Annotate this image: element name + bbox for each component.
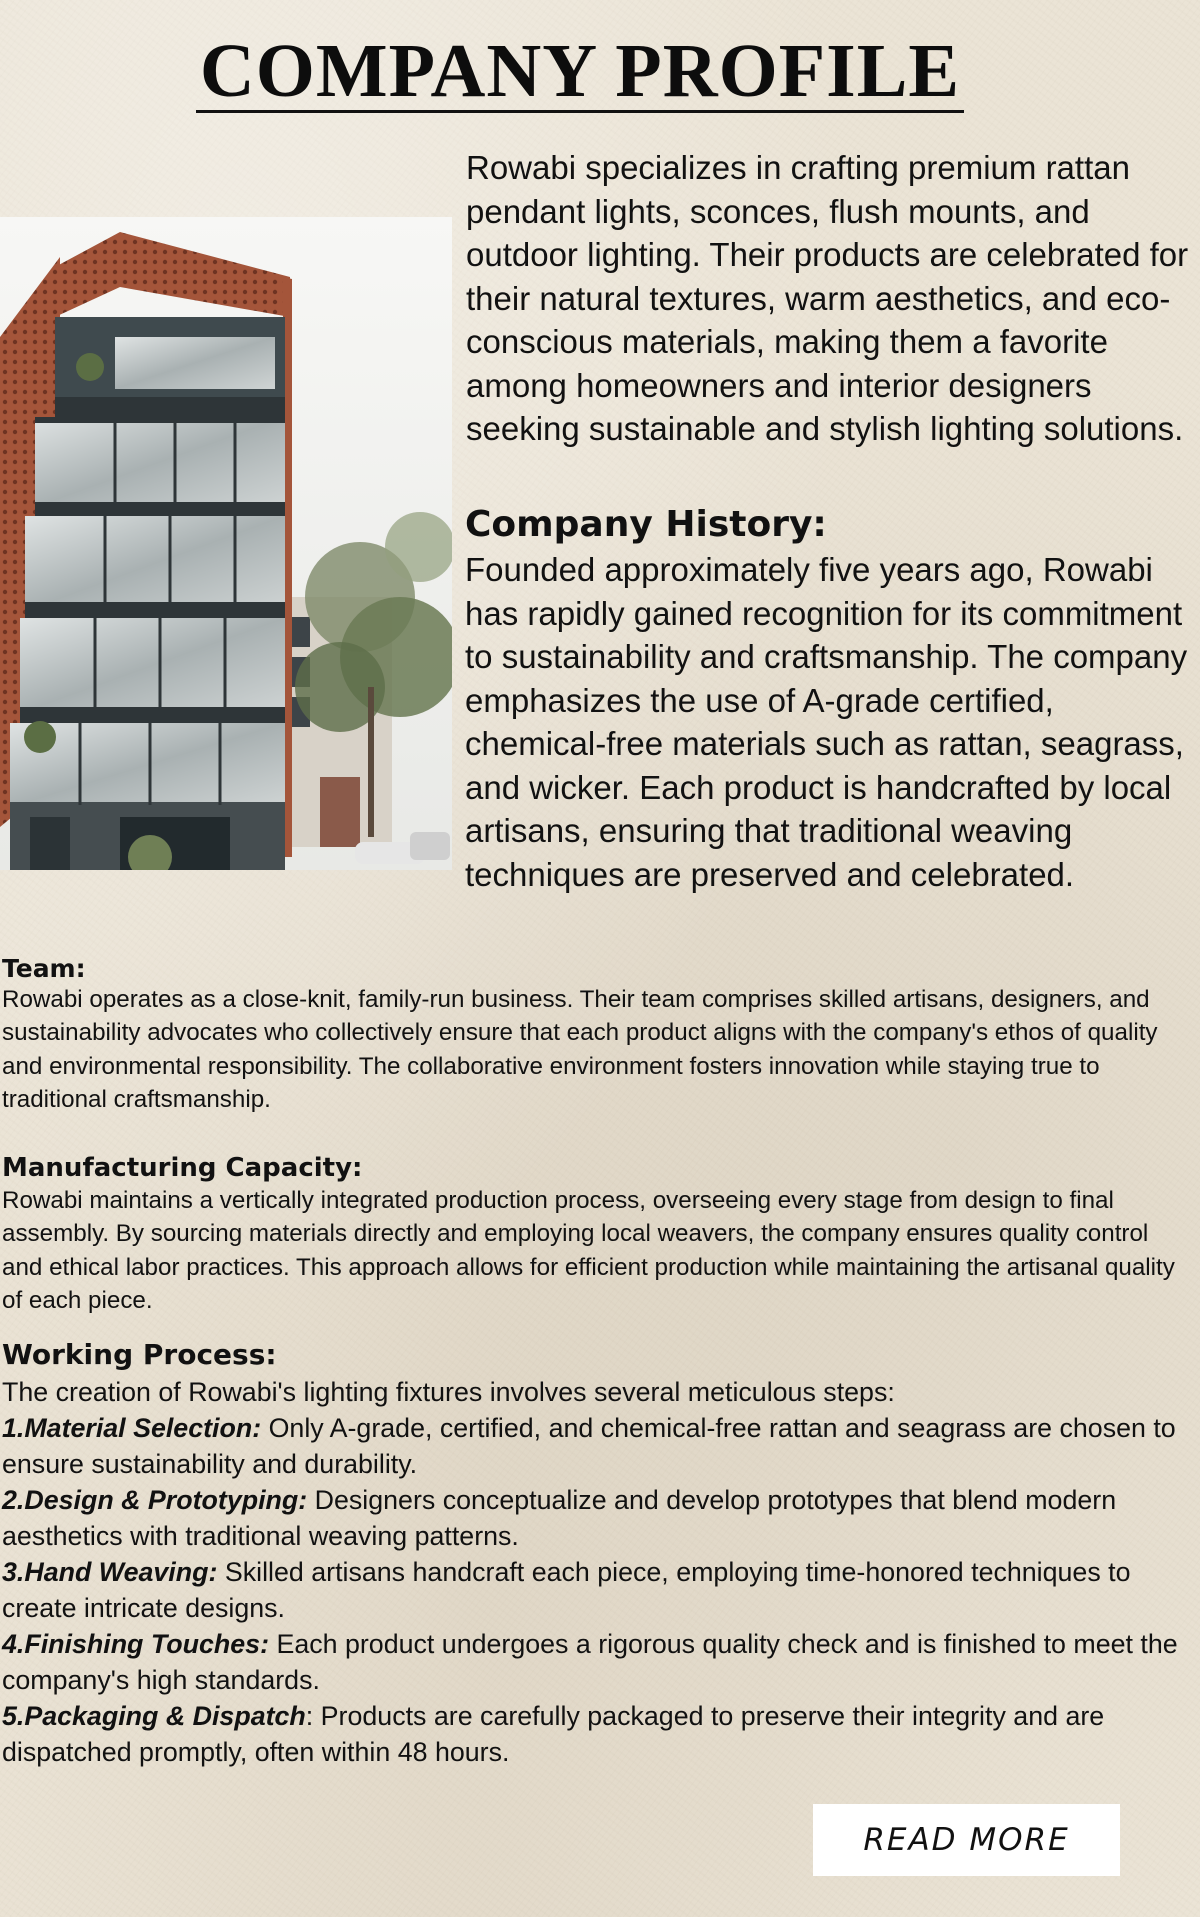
process-step-text: : Products are carefully packaged to preserve their integrity and are dispatched promptly, often within 48 hours. (2, 1701, 1105, 1767)
process-step-title: 4.Finishing Touches: (2, 1629, 269, 1659)
working-process-heading: Working Process: (2, 1338, 277, 1371)
process-step-title: 2.Design & Prototyping: (2, 1485, 308, 1515)
team-heading: Team: (2, 954, 86, 983)
process-step-text: Each product undergoes a rigorous quality check and is finished to meet the company's high standards. (2, 1629, 1178, 1695)
manufacturing-heading: Manufacturing Capacity: (2, 1153, 363, 1183)
process-step (2, 1626, 1197, 1698)
process-step-title: 5.Packaging & Dispatch (2, 1701, 306, 1731)
page-title (0, 28, 1160, 114)
process-step-title: 3.Hand Weaving: (2, 1557, 218, 1587)
process-step (2, 1410, 1197, 1482)
process-step (2, 1554, 1197, 1626)
page-title-text: COMPANY PROFILE (196, 32, 964, 113)
read-more-button[interactable]: READ MORE (813, 1804, 1120, 1876)
building-photo (0, 217, 452, 870)
manufacturing-text: Rowabi maintains a vertically integrated production process, overseeing every stage from design to final assembly. By sourcing materials directly and employing local weavers, the company ensures quality control and ethical labor practices. This approach allows for efficient production while maintaining the artisanal quality of each piece. (2, 1187, 1175, 1314)
process-step-text: Designers conceptualize and develop prototypes that blend modern aesthetics with traditional weaving patterns. (2, 1485, 1117, 1551)
process-step-text: Skilled artisans handcraft each piece, employing time-honored techniques to create intricate designs. (2, 1557, 1131, 1623)
process-step (2, 1698, 1197, 1770)
company-history-text: Founded approximately five years ago, Rowabi has rapidly gained recognition for its commitment to sustainability and craftsmanship. The company emphasizes the use of A-grade certified, chemical-free materials such as rattan, seagrass, and wicker. Each product is handcrafted by local artisans, ensuring that traditional weaving techniques are preserved and celebrated. (465, 551, 1188, 893)
working-process-intro: The creation of Rowabi's lighting fixtures involves several meticulous steps: (2, 1377, 895, 1407)
process-step-title: 1.Material Selection: (2, 1413, 262, 1443)
intro-paragraph: Rowabi specializes in crafting premium rattan pendant lights, sconces, flush mounts, and outdoor lighting. Their products are celebrated for their natural textures, warm aesthetics, and eco-conscious materials, making them a favorite among homeowners and interior designers seeking sustainable and stylish lighting solutions. (466, 149, 1189, 447)
process-step (2, 1482, 1197, 1554)
process-step-text: Only A-grade, certified, and chemical-free rattan and seagrass are chosen to ensure sustainability and durability. (2, 1413, 1176, 1479)
process-steps-list (2, 1410, 1197, 1770)
company-history-heading: Company History: (465, 504, 827, 545)
team-text: Rowabi operates as a close-knit, family-run business. Their team comprises skilled artisans, designers, and sustainability advocates who collectively ensure that each product aligns with the company's ethos of quality and environmental responsibility. The collaborative environment fosters innovation while staying true to traditional craftsmanship. (2, 986, 1158, 1113)
